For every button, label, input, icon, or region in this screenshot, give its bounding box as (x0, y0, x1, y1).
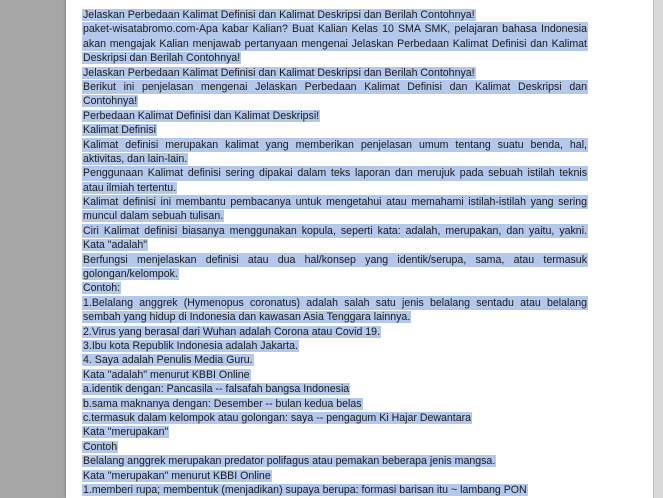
selected-text[interactable]: golongan/kelompok. (83, 268, 178, 281)
selected-text[interactable]: Kalimat definisi merupakan kalimat yang memberikan penjelasan umum tentang suatu benda, hal, (83, 138, 587, 151)
document-body[interactable] (83, 8, 587, 497)
document-line[interactable] (83, 51, 587, 65)
selected-text[interactable]: aktivitas, dan lain-lain. (83, 152, 188, 165)
document-line[interactable] (83, 281, 587, 295)
selected-text[interactable]: akan mengajak Kalian menjawab pertanyaan mengenai Jelaskan Perbedaan Kalimat Definisi dan Kalimat (83, 37, 587, 50)
document-line[interactable] (83, 238, 587, 252)
document-line[interactable] (83, 296, 587, 310)
selected-text[interactable]: Contoh (83, 440, 118, 453)
selected-text[interactable]: 1.Belalang anggrek (Hymenopus coronatus) adalah salah satu jenis belalang sentadu atau belalang (83, 296, 587, 309)
document-line[interactable] (83, 123, 587, 137)
document-line[interactable] (83, 325, 587, 339)
selected-text[interactable]: Jelaskan Perbedaan Kalimat Definisi dan Kalimat Deskripsi dan Berilah Contohnya! (83, 66, 475, 79)
selected-text[interactable]: Belalang anggrek merupakan predator polifagus atau pemakan beberapa jenis mangsa. (83, 455, 496, 468)
document-line[interactable] (83, 353, 587, 367)
selected-text[interactable]: 1.memberi rupa; membentuk (menjadikan) supaya berupa: formasi barisan itu ~ lambang PON (83, 483, 527, 496)
document-line[interactable] (83, 425, 587, 439)
document-line[interactable] (83, 80, 587, 94)
document-line[interactable] (83, 94, 587, 108)
selected-text[interactable]: Contoh: (83, 282, 121, 295)
selected-text[interactable]: Berfungsi menjelaskan definisi atau dua hal/konsep yang identik/serupa, sama, atau termasuk (83, 253, 587, 266)
selected-text[interactable]: 4. Saya adalah Penulis Media Guru. (83, 354, 253, 367)
selected-text[interactable]: a.identik dengan: Pancasila -- falsafah bangsa Indonesia (83, 383, 350, 396)
document-line[interactable] (83, 397, 587, 411)
document-line[interactable] (83, 310, 587, 324)
document-line[interactable] (83, 382, 587, 396)
document-line[interactable] (83, 152, 587, 166)
document-line[interactable] (83, 195, 587, 209)
selected-text[interactable]: 3.Ibu kota Republik Indonesia adalah Jakarta. (83, 339, 298, 352)
selected-text[interactable]: Penggunaan Kalimat definisi sering dipakai dalam teks laporan dan merujuk pada sebuah istilah teknis (83, 167, 587, 180)
selected-text[interactable]: Berikut ini penjelasan mengenai Jelaskan Perbedaan Kalimat Definisi dan Kalimat Deskripsi dan (83, 80, 587, 93)
document-line[interactable] (83, 253, 587, 267)
document-line[interactable] (83, 138, 587, 152)
selected-text[interactable]: Kalimat definisi ini membantu pembacanya untuk mengetahui atau memahami istilah-istilah yang sering (83, 196, 587, 209)
selected-text[interactable]: b.sama maknanya dengan: Desember -- bulan kedua belas (83, 397, 362, 410)
document-line[interactable] (83, 8, 587, 22)
selected-text[interactable]: 2.Virus yang berasal dari Wuhan adalah Corona atau Covid 19. (83, 325, 381, 338)
document-line[interactable] (83, 440, 587, 454)
document-line[interactable] (83, 339, 587, 353)
selected-text[interactable]: Kata "adalah" menurut KBBI Online (83, 368, 250, 381)
document-line[interactable] (83, 209, 587, 223)
document-line[interactable] (83, 166, 587, 180)
document-page (66, 0, 654, 498)
document-line[interactable] (83, 181, 587, 195)
document-line[interactable] (83, 224, 587, 238)
selected-text[interactable]: atau ilmiah tertentu. (83, 181, 177, 194)
document-line[interactable] (83, 22, 587, 36)
selected-text[interactable]: c.termasuk dalam kelompok atau golongan: saya -- pengagum Ki Hajar Dewantara (83, 411, 472, 424)
selected-text[interactable]: Kata "merupakan" (83, 426, 169, 439)
selected-text[interactable]: muncul dalam sebuah tulisan. (83, 210, 224, 223)
selected-text[interactable]: Deskripsi dan Berilah Contohnya! (83, 52, 241, 65)
selected-text[interactable]: Ciri Kalimat definisi biasanya menggunakan kopula, seperti kata: adalah, merupakan, dan yaitu, yakni. (83, 224, 587, 237)
document-line[interactable] (83, 454, 587, 468)
document-line[interactable] (83, 109, 587, 123)
selected-text[interactable]: Kalimat Definisi (83, 124, 157, 137)
document-line[interactable] (83, 368, 587, 382)
document-line[interactable] (83, 483, 587, 497)
selected-text[interactable]: Contohnya! (83, 95, 138, 108)
selected-text[interactable]: Perbedaan Kalimat Definisi dan Kalimat Deskripsi! (83, 109, 320, 122)
vertical-scrollbar[interactable] (653, 0, 663, 498)
selected-text[interactable]: Kata "merupakan" menurut KBBI Online (83, 469, 271, 482)
selected-text[interactable]: Kata "adalah" (83, 239, 148, 252)
selected-text[interactable]: Jelaskan Perbedaan Kalimat Definisi dan Kalimat Deskripsi dan Berilah Contohnya! (83, 9, 475, 21)
selected-text[interactable]: paket-wisatabromo.com-Apa kabar Kalian? Buat Kalian Kelas 10 SMA SMK, pelajaran bahasa Indonesia (83, 23, 587, 36)
selected-text[interactable]: sembah yang hidup di Indonesia dan kawasan Asia Tenggara lainnya. (83, 311, 411, 324)
document-line[interactable] (83, 66, 587, 80)
document-line[interactable] (83, 411, 587, 425)
document-line[interactable] (83, 469, 587, 483)
document-line[interactable] (83, 267, 587, 281)
document-line[interactable] (83, 37, 587, 51)
